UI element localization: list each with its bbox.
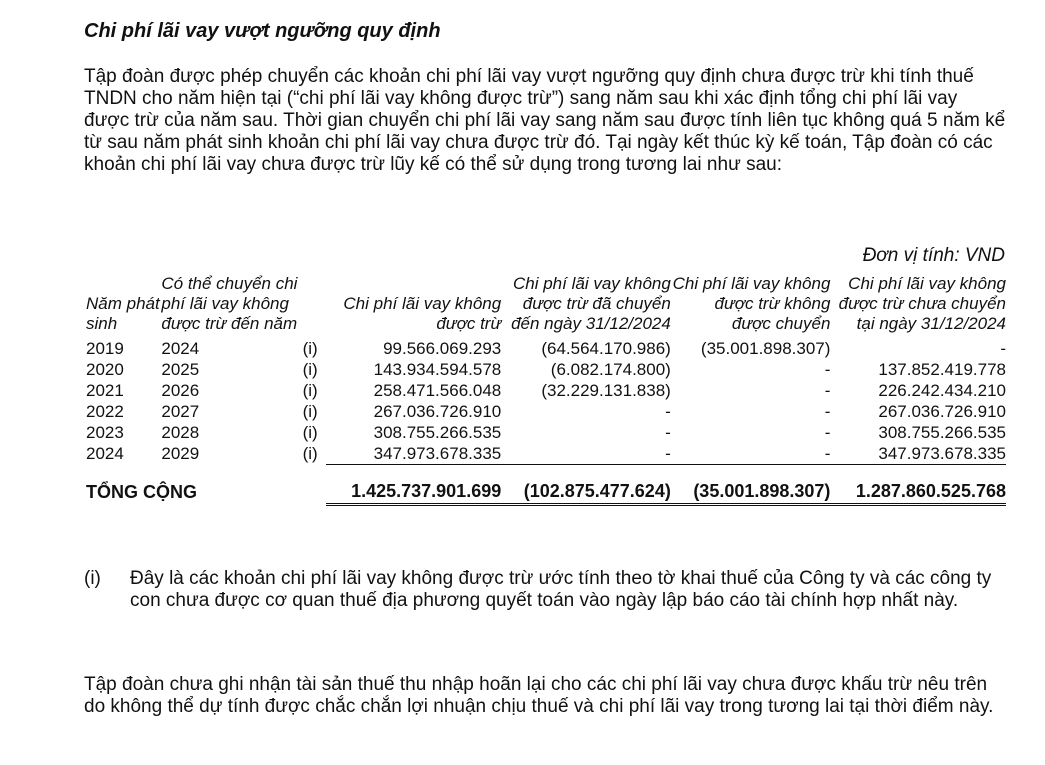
cell-carried-forward: (32.229.131.838) bbox=[541, 381, 671, 400]
header-non-deductible: Chi phí lãi vay không được trừ bbox=[343, 294, 502, 333]
cell-carried-forward: - bbox=[501, 443, 671, 465]
cell-remaining: 267.036.726.910 bbox=[878, 402, 1006, 421]
currency-unit-label: Đơn vị tính: VND bbox=[862, 245, 1005, 266]
cell-carried-forward: (64.564.170.986) bbox=[541, 339, 671, 358]
cell-note: (i) bbox=[302, 402, 318, 421]
table-spacer bbox=[84, 465, 1006, 480]
cell-non-deductible: 308.755.266.535 bbox=[373, 423, 502, 442]
section-title: Chi phí lãi vay vượt ngưỡng quy định bbox=[84, 20, 441, 42]
cell-year: 2022 bbox=[86, 402, 124, 421]
table-row bbox=[84, 401, 1006, 422]
cell-non-deductible: 258.471.566.048 bbox=[373, 381, 502, 400]
cell-not-carried: - bbox=[824, 360, 831, 379]
closing-paragraph: Tập đoàn chưa ghi nhận tài sản thuế thu nhập hoãn lại cho các chi phí lãi vay chưa được khấu trừ nêu trên do không thể dự tính được chắc chắn lợi nhuận chịu thuế và chi phí lãi vay trong tương lai tại thời điểm này. bbox=[84, 674, 994, 717]
cell-non-deductible: 347.973.678.335 bbox=[326, 443, 502, 465]
cell-carried-forward: (6.082.174.800) bbox=[550, 360, 671, 379]
table-row bbox=[84, 359, 1006, 380]
cell-year: 2023 bbox=[86, 423, 124, 442]
cell-note: (i) bbox=[302, 339, 318, 358]
cell-year: 2021 bbox=[86, 381, 124, 400]
cell-carry-to: 2026 bbox=[161, 381, 200, 400]
cell-carried-forward: - bbox=[665, 423, 671, 442]
total-carried-forward: (102.875.477.624) bbox=[501, 479, 671, 505]
total-label: TỔNG CỘNG bbox=[86, 482, 197, 503]
total-row bbox=[84, 479, 1006, 505]
cell-remaining: 226.242.434.210 bbox=[878, 381, 1006, 400]
table-row bbox=[84, 443, 1006, 465]
cell-non-deductible: 99.566.069.293 bbox=[383, 339, 502, 358]
cell-not-carried: - bbox=[824, 381, 831, 400]
cell-remaining: 308.755.266.535 bbox=[878, 423, 1006, 442]
cell-remaining: 137.852.419.778 bbox=[878, 360, 1006, 379]
cell-carry-to: 2024 bbox=[161, 339, 200, 358]
cell-not-carried: - bbox=[671, 443, 831, 465]
cell-carry-to: 2029 bbox=[161, 444, 200, 464]
interest-expense-table bbox=[84, 274, 1006, 506]
cell-note: (i) bbox=[302, 381, 318, 400]
cell-carried-forward: - bbox=[665, 402, 671, 421]
cell-remaining: - bbox=[1000, 339, 1006, 358]
header-remaining: Chi phí lãi vay không được trừ chưa chuyển tại ngày 31/12/2024 bbox=[838, 274, 1006, 333]
header-carried-forward: Chi phí lãi vay không được trừ đã chuyển đến ngày 31/12/2024 bbox=[511, 274, 671, 333]
cell-note: (i) bbox=[302, 423, 318, 442]
cell-not-carried: (35.001.898.307) bbox=[700, 339, 831, 358]
header-year: Năm phát sinh bbox=[86, 294, 160, 333]
cell-non-deductible: 143.934.594.578 bbox=[373, 360, 502, 379]
cell-year: 2019 bbox=[86, 339, 124, 358]
header-carry-to: Có thể chuyển chi phí lãi vay không được trừ đến năm bbox=[161, 274, 298, 333]
cell-year: 2024 bbox=[86, 444, 124, 464]
cell-carry-to: 2028 bbox=[161, 423, 200, 442]
cell-remaining: 347.973.678.335 bbox=[830, 443, 1006, 465]
cell-carry-to: 2027 bbox=[161, 402, 200, 421]
footnote-mark: (i) bbox=[84, 568, 101, 589]
cell-year: 2020 bbox=[86, 360, 124, 379]
cell-not-carried: - bbox=[824, 423, 831, 442]
cell-carry-to: 2025 bbox=[161, 360, 200, 379]
table-row bbox=[84, 338, 1006, 359]
intro-paragraph: Tập đoàn được phép chuyển các khoản chi phí lãi vay vượt ngưỡng quy định chưa được trừ khi tính thuế TNDN cho năm hiện tại (“chi phí lãi vay không được trừ”) sang năm sau khi xác định tổng chi phí lãi vay được trừ của năm sau. Thời gian chuyển chi phí lãi vay sang năm sau được tính liên tục không quá 5 năm kể từ sau năm phát sinh khoản chi phí lãi vay chưa được trừ đó. Tại ngày kết thúc kỳ kế toán, Tập đoàn có các khoản chi phí lãi vay chưa được trừ lũy kế có thể sử dụng trong tương lai như sau: bbox=[84, 66, 1006, 175]
cell-not-carried: - bbox=[824, 402, 831, 421]
total-not-carried: (35.001.898.307) bbox=[671, 479, 831, 505]
table-row bbox=[84, 380, 1006, 401]
footnote-text: Đây là các khoản chi phí lãi vay không được trừ ước tính theo tờ khai thuế của Công ty và các công ty con chưa được cơ quan thuế địa phương quyết toán vào ngày lập báo cáo tài chính hợp nhất này. bbox=[130, 568, 992, 611]
table-header-row bbox=[84, 274, 1006, 338]
total-non-deductible: 1.425.737.901.699 bbox=[326, 479, 502, 505]
cell-note: (i) bbox=[302, 444, 318, 464]
header-not-carried: Chi phí lãi vay không được trừ không được chuyển bbox=[672, 274, 831, 333]
total-remaining: 1.287.860.525.768 bbox=[830, 479, 1006, 505]
cell-note: (i) bbox=[302, 360, 318, 379]
table-row bbox=[84, 422, 1006, 443]
cell-non-deductible: 267.036.726.910 bbox=[373, 402, 502, 421]
